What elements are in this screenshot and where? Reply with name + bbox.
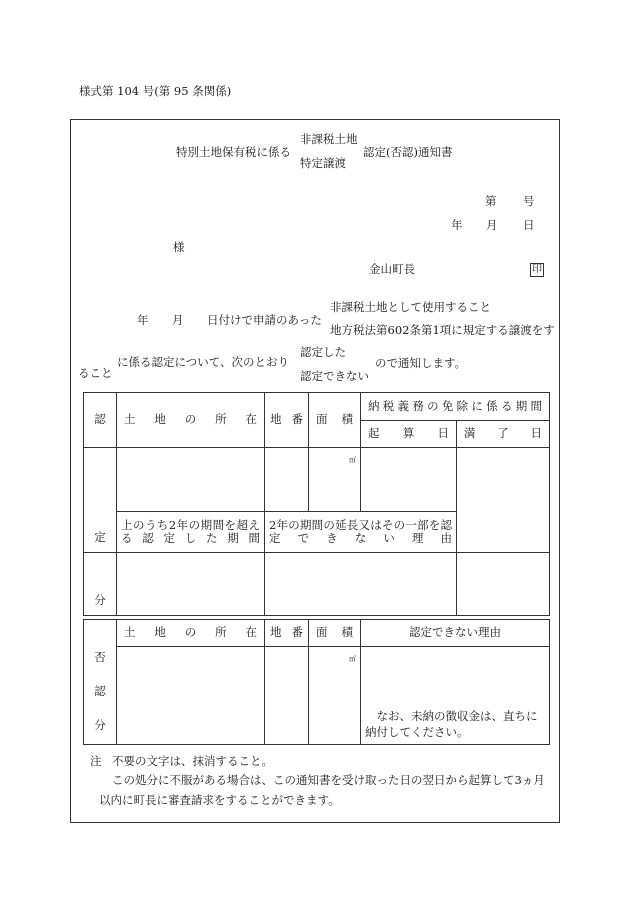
note-strike-instruction: 不要の文字は、抹消すること。 [112, 754, 273, 768]
body-year: 年 [137, 313, 149, 327]
body-month: 月 [172, 313, 184, 327]
denial-col-location: 土地の所在 [117, 620, 265, 647]
date-day: 日 [523, 218, 535, 232]
approval-label-1: 認 [84, 393, 117, 448]
body-purpose-transfer-cont: ること [78, 366, 113, 380]
title-prefix: 特別土地保有税に係る [176, 145, 291, 159]
denial-area-unit: ㎡ [349, 655, 356, 663]
denial-col-lot: 地番 [265, 620, 309, 647]
date-year: 年 [451, 218, 463, 232]
denial-area-cell [309, 647, 361, 745]
approval-lot-cell [265, 448, 309, 512]
approval-label-2: 定 [84, 448, 117, 553]
approval-col-start: 起算日 [361, 421, 457, 448]
approval-col-exemption-period: 納税義務の免除に係る期間 [361, 393, 550, 421]
denial-col-reason: 認定できない理由 [361, 620, 550, 647]
body-closing: ので通知します。 [375, 356, 467, 370]
title-option-nontaxable: 非課税土地 [300, 132, 358, 146]
denial-lot-cell [265, 647, 309, 745]
date-month: 月 [486, 218, 498, 232]
issuer-name: 金山町長 [369, 262, 415, 276]
recipient-honorific: 様 [173, 240, 185, 254]
approval-reason-cell [265, 553, 457, 616]
form-label: 様式第 104 号(第 95 条関係) [79, 84, 232, 98]
denial-location-cell [117, 647, 265, 745]
approval-col-area: 面積 [309, 393, 361, 448]
title-suffix: 認定(否認)通知書 [363, 145, 453, 159]
title-option-specified-transfer: 特定譲渡 [300, 156, 346, 170]
approval-over-2y-cell [117, 553, 265, 616]
note-appeal-line1: この処分に不服がある場合は、この通知書を受け取った日の翌日から起算して3ヵ月 [112, 773, 545, 787]
approval-table [83, 392, 550, 616]
denial-arrears-note: なお、未納の徴収金は、直ちに納付してください。 [361, 647, 550, 745]
denial-label-2: 認 [94, 684, 106, 698]
denial-label-3: 分 [94, 718, 106, 732]
approval-start-cell [361, 448, 457, 512]
body-result-denied: 認定できない [300, 369, 369, 383]
denial-col-area: 面積 [309, 620, 361, 647]
approval-area-cell [309, 448, 361, 512]
denial-table [83, 619, 550, 745]
seal-label: 印 [532, 264, 542, 275]
doc-number-go: 号 [523, 194, 535, 208]
body-purpose-transfer: 地方税法第602条第1項に規定する譲渡をす [330, 323, 555, 337]
approval-col-lot: 地番 [265, 393, 309, 448]
approval-col-over-2y: 上のうち2年の期間を超える認定した期間 [117, 512, 265, 553]
note-appeal-line2: 以内に町長に審査請求をすることができます。 [99, 793, 340, 807]
denial-labels [84, 620, 117, 745]
seal-mark [530, 263, 544, 277]
body-regarding: に係る認定について、次のとおり [117, 355, 290, 369]
body-purpose-nontaxable: 非課税土地として使用すること [330, 300, 491, 314]
approval-end-cell [457, 448, 550, 553]
denial-label-1: 否 [94, 650, 106, 664]
approval-label-3: 分 [84, 553, 117, 616]
approval-col-reason: 2年の期間の延長又はその一部を認定できない理由 [265, 512, 457, 553]
approval-area-unit: ㎡ [349, 456, 356, 464]
body-result-approved: 認定した [300, 345, 346, 359]
body-applied-text: 日付けで申請のあった [207, 313, 322, 327]
approval-col-end: 満了日 [457, 421, 550, 448]
approval-col-location: 土地の所在 [117, 393, 265, 448]
doc-number-dai: 第 [485, 194, 497, 208]
note-label: 注 [90, 754, 102, 768]
approval-location-cell [117, 448, 265, 512]
approval-extra-cell [457, 553, 550, 616]
